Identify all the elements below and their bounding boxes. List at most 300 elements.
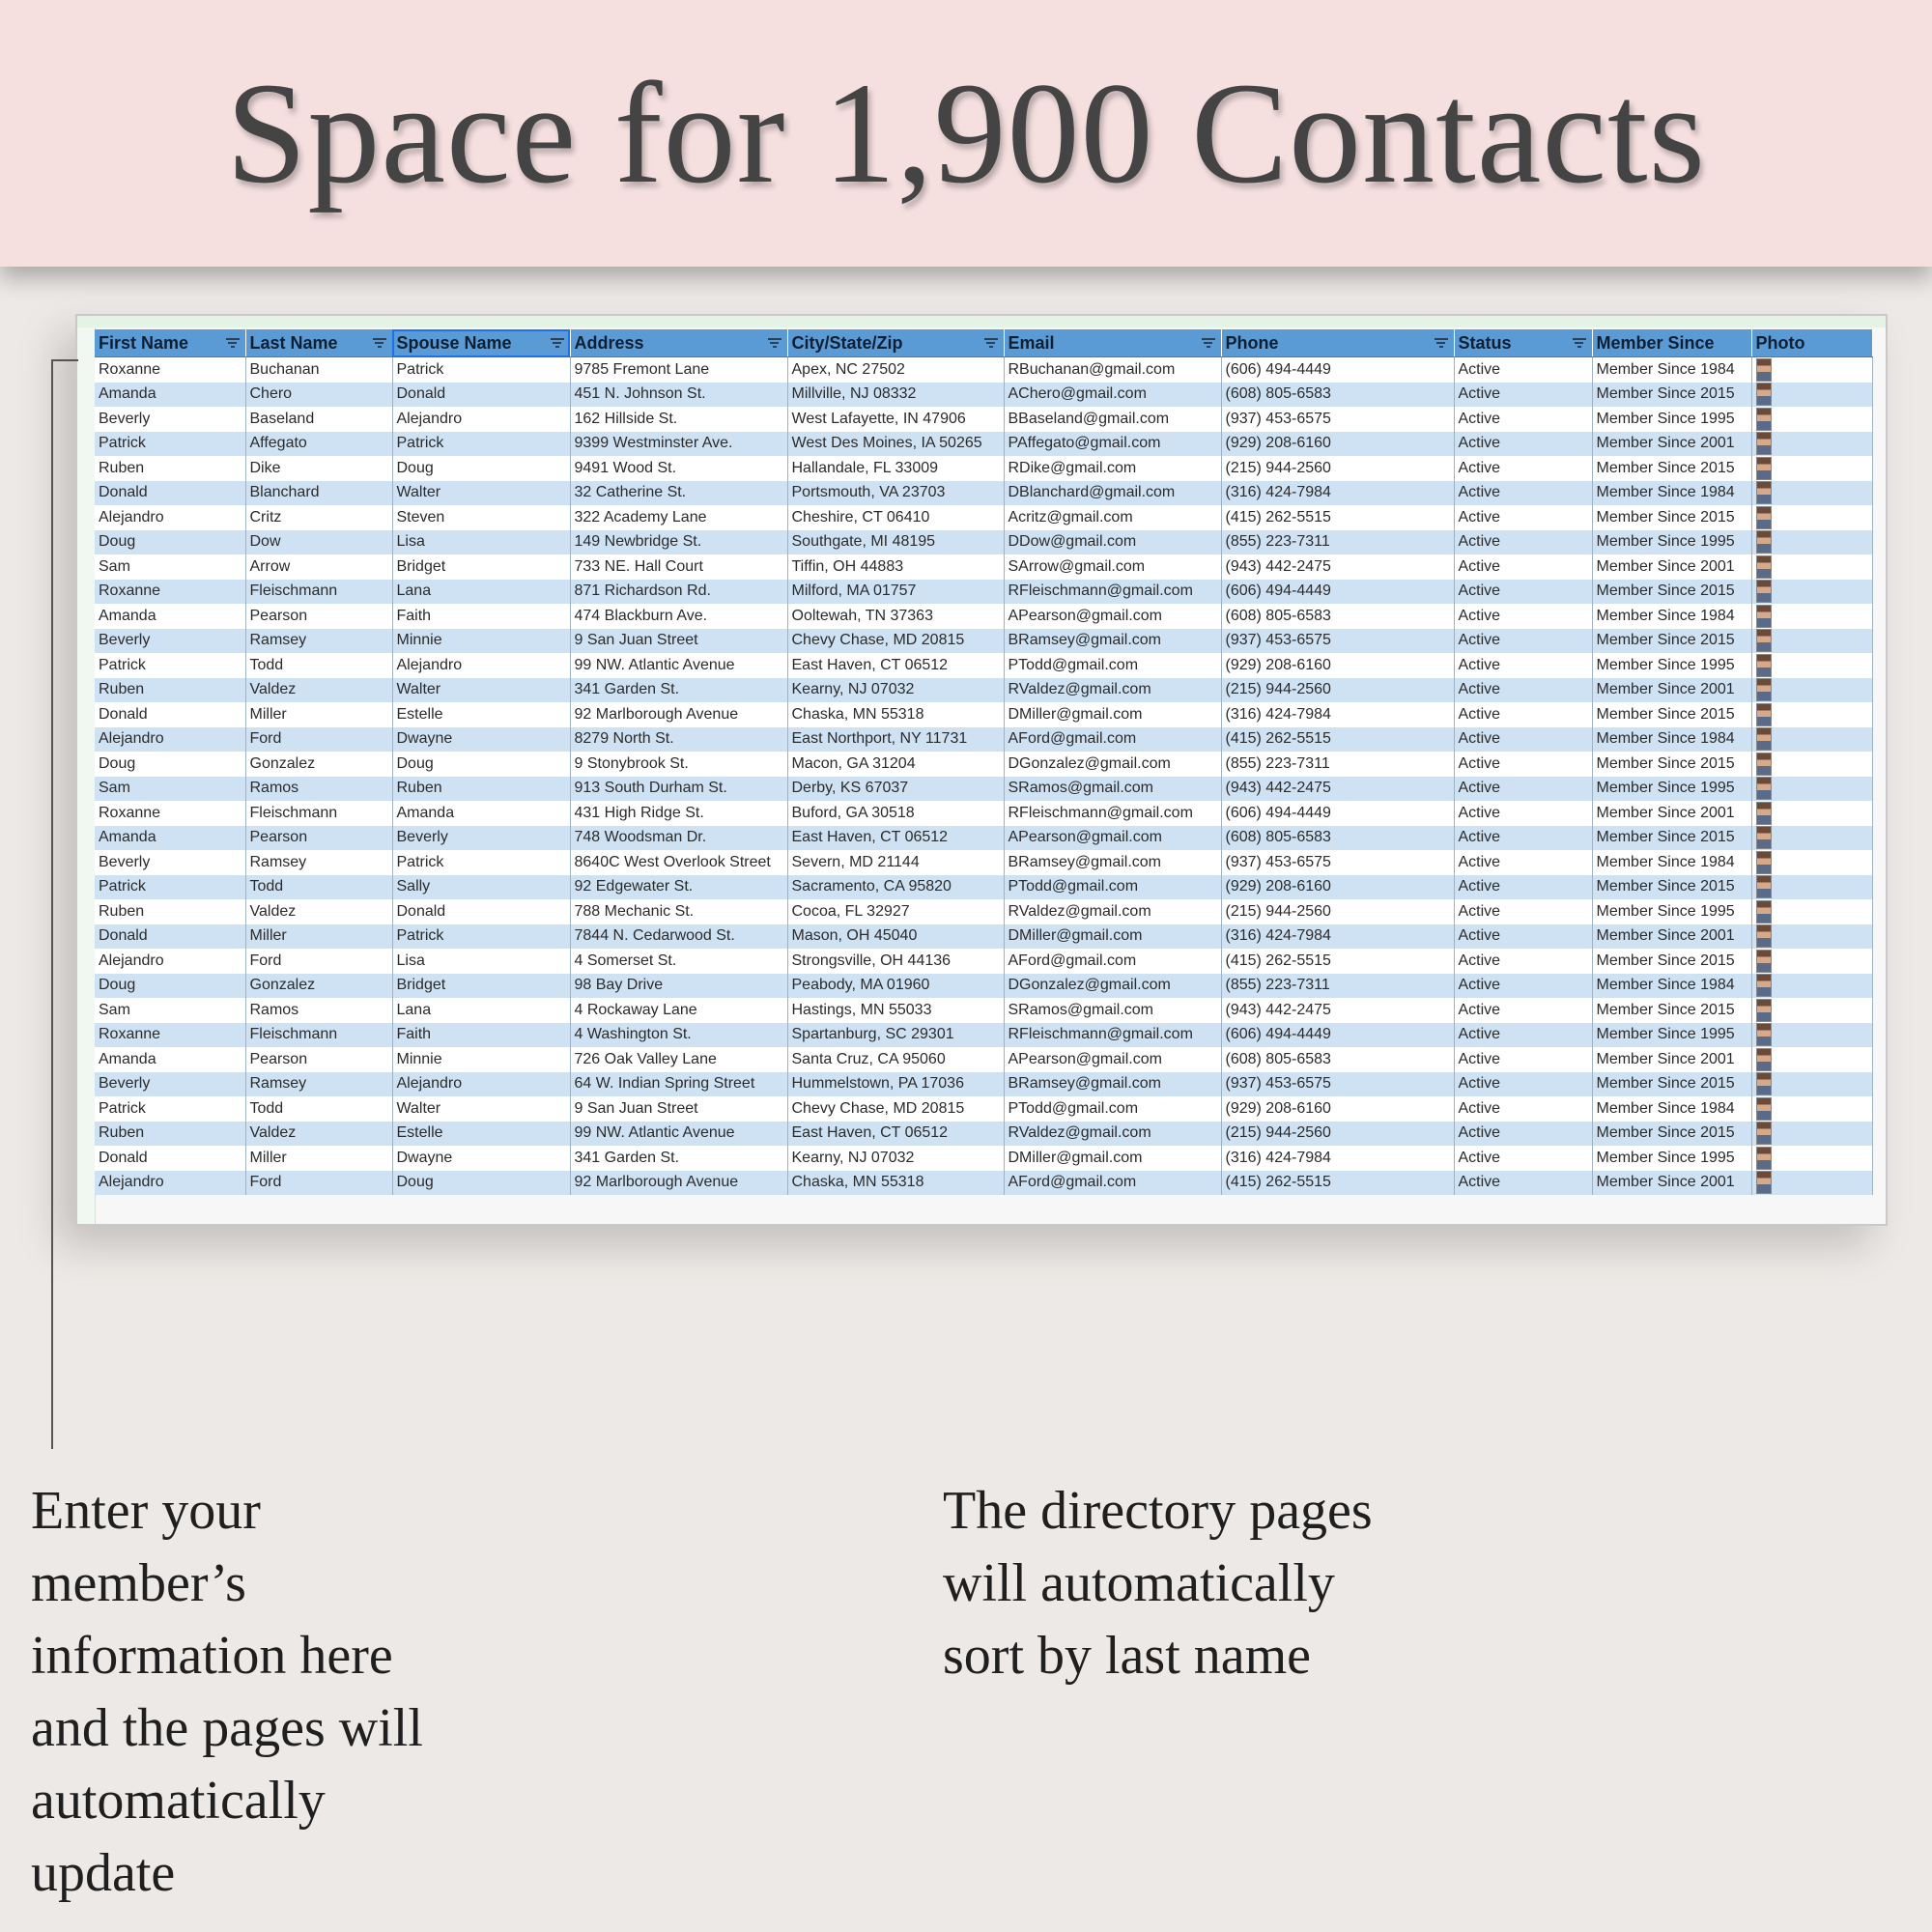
cell-first-name[interactable]: Patrick [95,875,245,900]
filter-icon[interactable] [226,338,240,348]
cell-last-name[interactable]: Pearson [245,826,392,851]
cell-photo[interactable] [1751,357,1872,383]
cell-member-since[interactable]: Member Since 1984 [1592,481,1751,506]
cell-status[interactable]: Active [1454,974,1592,999]
column-header-phone[interactable] [1221,329,1454,357]
cell-photo[interactable] [1751,407,1872,432]
cell-phone[interactable]: (316) 424-7984 [1221,481,1454,506]
cell-status[interactable]: Active [1454,678,1592,703]
cell-member-since[interactable]: Member Since 1984 [1592,727,1751,753]
cell-email[interactable]: SRamos@gmail.com [1004,998,1221,1023]
filter-icon[interactable] [1573,338,1586,348]
cell-city-state-zip[interactable]: Portsmouth, VA 23703 [787,481,1004,506]
cell-member-since[interactable]: Member Since 1995 [1592,1146,1751,1171]
cell-member-since[interactable]: Member Since 2015 [1592,875,1751,900]
cell-member-since[interactable]: Member Since 2015 [1592,456,1751,481]
cell-email[interactable]: RFleischmann@gmail.com [1004,1023,1221,1048]
cell-first-name[interactable]: Roxanne [95,1023,245,1048]
cell-last-name[interactable]: Miller [245,1146,392,1171]
cell-first-name[interactable]: Patrick [95,1096,245,1122]
cell-phone[interactable]: (943) 442-2475 [1221,777,1454,802]
cell-city-state-zip[interactable]: West Lafayette, IN 47906 [787,407,1004,432]
cell-phone[interactable]: (316) 424-7984 [1221,924,1454,950]
cell-address[interactable]: 431 High Ridge St. [570,801,787,826]
cell-first-name[interactable]: Amanda [95,383,245,408]
cell-spouse-name[interactable]: Alejandro [392,407,570,432]
cell-city-state-zip[interactable]: West Des Moines, IA 50265 [787,432,1004,457]
cell-status[interactable]: Active [1454,702,1592,727]
cell-spouse-name[interactable]: Lana [392,580,570,605]
cell-city-state-zip[interactable]: Kearny, NJ 07032 [787,1146,1004,1171]
cell-last-name[interactable]: Ramsey [245,850,392,875]
cell-city-state-zip[interactable]: East Haven, CT 06512 [787,653,1004,678]
cell-status[interactable]: Active [1454,777,1592,802]
cell-phone[interactable]: (855) 223-7311 [1221,752,1454,777]
cell-member-since[interactable]: Member Since 2015 [1592,1072,1751,1097]
cell-member-since[interactable]: Member Since 1984 [1592,974,1751,999]
cell-status[interactable]: Active [1454,554,1592,580]
cell-member-since[interactable]: Member Since 2015 [1592,629,1751,654]
cell-email[interactable]: AFord@gmail.com [1004,727,1221,753]
cell-member-since[interactable]: Member Since 2015 [1592,383,1751,408]
cell-member-since[interactable]: Member Since 2015 [1592,752,1751,777]
cell-status[interactable]: Active [1454,752,1592,777]
cell-first-name[interactable]: Alejandro [95,727,245,753]
cell-city-state-zip[interactable]: Buford, GA 30518 [787,801,1004,826]
cell-first-name[interactable]: Amanda [95,604,245,629]
cell-email[interactable]: DGonzalez@gmail.com [1004,974,1221,999]
cell-status[interactable]: Active [1454,653,1592,678]
cell-spouse-name[interactable]: Lana [392,998,570,1023]
cell-phone[interactable]: (855) 223-7311 [1221,974,1454,999]
cell-email[interactable]: PTodd@gmail.com [1004,875,1221,900]
cell-spouse-name[interactable]: Estelle [392,1122,570,1147]
cell-last-name[interactable]: Valdez [245,899,392,924]
cell-address[interactable]: 451 N. Johnson St. [570,383,787,408]
cell-email[interactable]: DBlanchard@gmail.com [1004,481,1221,506]
cell-last-name[interactable]: Critz [245,505,392,530]
cell-first-name[interactable]: Ruben [95,1122,245,1147]
cell-spouse-name[interactable]: Bridget [392,974,570,999]
cell-status[interactable]: Active [1454,1023,1592,1048]
cell-address[interactable]: 92 Marlborough Avenue [570,1171,787,1196]
cell-spouse-name[interactable]: Faith [392,1023,570,1048]
cell-spouse-name[interactable]: Minnie [392,1047,570,1072]
cell-phone[interactable]: (937) 453-6575 [1221,407,1454,432]
cell-last-name[interactable]: Todd [245,653,392,678]
cell-photo[interactable] [1751,1146,1872,1171]
cell-address[interactable]: 9399 Westminster Ave. [570,432,787,457]
cell-spouse-name[interactable]: Bridget [392,554,570,580]
cell-email[interactable]: PAffegato@gmail.com [1004,432,1221,457]
cell-phone[interactable]: (937) 453-6575 [1221,1072,1454,1097]
cell-first-name[interactable]: Beverly [95,850,245,875]
cell-city-state-zip[interactable]: Cheshire, CT 06410 [787,505,1004,530]
cell-photo[interactable] [1751,383,1872,408]
cell-phone[interactable]: (608) 805-6583 [1221,604,1454,629]
cell-city-state-zip[interactable]: Santa Cruz, CA 95060 [787,1047,1004,1072]
cell-member-since[interactable]: Member Since 1995 [1592,1023,1751,1048]
cell-email[interactable]: DMiller@gmail.com [1004,924,1221,950]
cell-spouse-name[interactable]: Patrick [392,357,570,383]
cell-last-name[interactable]: Dow [245,530,392,555]
cell-spouse-name[interactable]: Patrick [392,432,570,457]
cell-city-state-zip[interactable]: Hastings, MN 55033 [787,998,1004,1023]
cell-photo[interactable] [1751,481,1872,506]
cell-photo[interactable] [1751,1072,1872,1097]
filter-icon[interactable] [551,338,564,348]
cell-spouse-name[interactable]: Walter [392,481,570,506]
cell-phone[interactable]: (215) 944-2560 [1221,456,1454,481]
cell-first-name[interactable]: Ruben [95,456,245,481]
cell-status[interactable]: Active [1454,899,1592,924]
cell-city-state-zip[interactable]: Hallandale, FL 33009 [787,456,1004,481]
cell-address[interactable]: 92 Marlborough Avenue [570,702,787,727]
cell-member-since[interactable]: Member Since 2015 [1592,949,1751,974]
cell-city-state-zip[interactable]: Millville, NJ 08332 [787,383,1004,408]
cell-phone[interactable]: (943) 442-2475 [1221,998,1454,1023]
cell-spouse-name[interactable]: Dwayne [392,727,570,753]
cell-email[interactable]: SRamos@gmail.com [1004,777,1221,802]
cell-member-since[interactable]: Member Since 2015 [1592,580,1751,605]
cell-address[interactable]: 4 Rockaway Lane [570,998,787,1023]
cell-last-name[interactable]: Valdez [245,678,392,703]
cell-status[interactable]: Active [1454,432,1592,457]
cell-city-state-zip[interactable]: Severn, MD 21144 [787,850,1004,875]
cell-spouse-name[interactable]: Walter [392,678,570,703]
cell-status[interactable]: Active [1454,1171,1592,1196]
cell-last-name[interactable]: Ford [245,727,392,753]
cell-phone[interactable]: (215) 944-2560 [1221,1122,1454,1147]
cell-spouse-name[interactable]: Beverly [392,826,570,851]
cell-first-name[interactable]: Amanda [95,1047,245,1072]
cell-address[interactable]: 733 NE. Hall Court [570,554,787,580]
cell-email[interactable]: PTodd@gmail.com [1004,1096,1221,1122]
cell-phone[interactable]: (415) 262-5515 [1221,1171,1454,1196]
cell-last-name[interactable]: Valdez [245,1122,392,1147]
filter-icon[interactable] [1202,338,1215,348]
cell-email[interactable]: RFleischmann@gmail.com [1004,801,1221,826]
cell-member-since[interactable]: Member Since 1984 [1592,357,1751,383]
cell-address[interactable]: 99 NW. Atlantic Avenue [570,653,787,678]
cell-spouse-name[interactable]: Dwayne [392,1146,570,1171]
cell-address[interactable]: 99 NW. Atlantic Avenue [570,1122,787,1147]
cell-spouse-name[interactable]: Minnie [392,629,570,654]
cell-email[interactable]: AFord@gmail.com [1004,949,1221,974]
cell-city-state-zip[interactable]: East Haven, CT 06512 [787,826,1004,851]
cell-last-name[interactable]: Miller [245,702,392,727]
cell-address[interactable]: 341 Garden St. [570,678,787,703]
cell-status[interactable]: Active [1454,505,1592,530]
cell-email[interactable]: AChero@gmail.com [1004,383,1221,408]
cell-spouse-name[interactable]: Amanda [392,801,570,826]
cell-spouse-name[interactable]: Sally [392,875,570,900]
cell-member-since[interactable]: Member Since 2001 [1592,1047,1751,1072]
cell-status[interactable]: Active [1454,924,1592,950]
cell-photo[interactable] [1751,629,1872,654]
cell-email[interactable]: AFord@gmail.com [1004,1171,1221,1196]
cell-member-since[interactable]: Member Since 2001 [1592,678,1751,703]
cell-status[interactable]: Active [1454,629,1592,654]
cell-last-name[interactable]: Ford [245,949,392,974]
cell-address[interactable]: 7844 N. Cedarwood St. [570,924,787,950]
cell-status[interactable]: Active [1454,357,1592,383]
cell-phone[interactable]: (316) 424-7984 [1221,1146,1454,1171]
cell-address[interactable]: 9 San Juan Street [570,1096,787,1122]
cell-last-name[interactable]: Baseland [245,407,392,432]
cell-first-name[interactable]: Amanda [95,826,245,851]
column-header-city-state-zip[interactable] [787,329,1004,357]
cell-member-since[interactable]: Member Since 2001 [1592,924,1751,950]
cell-first-name[interactable]: Sam [95,777,245,802]
cell-member-since[interactable]: Member Since 2015 [1592,998,1751,1023]
cell-status[interactable]: Active [1454,826,1592,851]
cell-first-name[interactable]: Beverly [95,629,245,654]
cell-last-name[interactable]: Ramsey [245,1072,392,1097]
cell-last-name[interactable]: Blanchard [245,481,392,506]
cell-member-since[interactable]: Member Since 1995 [1592,530,1751,555]
column-header-status[interactable] [1454,329,1592,357]
cell-phone[interactable]: (943) 442-2475 [1221,554,1454,580]
cell-city-state-zip[interactable]: Sacramento, CA 95820 [787,875,1004,900]
cell-member-since[interactable]: Member Since 1984 [1592,604,1751,629]
cell-first-name[interactable]: Doug [95,974,245,999]
cell-photo[interactable] [1751,653,1872,678]
cell-photo[interactable] [1751,456,1872,481]
cell-member-since[interactable]: Member Since 1995 [1592,407,1751,432]
cell-last-name[interactable]: Ramos [245,998,392,1023]
cell-spouse-name[interactable]: Lisa [392,949,570,974]
cell-photo[interactable] [1751,899,1872,924]
cell-email[interactable]: RValdez@gmail.com [1004,899,1221,924]
cell-email[interactable]: PTodd@gmail.com [1004,653,1221,678]
cell-phone[interactable]: (929) 208-6160 [1221,875,1454,900]
cell-city-state-zip[interactable]: East Haven, CT 06512 [787,1122,1004,1147]
cell-spouse-name[interactable]: Estelle [392,702,570,727]
cell-status[interactable]: Active [1454,481,1592,506]
cell-spouse-name[interactable]: Lisa [392,530,570,555]
cell-address[interactable]: 341 Garden St. [570,1146,787,1171]
cell-member-since[interactable]: Member Since 2015 [1592,702,1751,727]
cell-address[interactable]: 4 Somerset St. [570,949,787,974]
column-header-first-name[interactable] [95,329,245,357]
cell-spouse-name[interactable]: Donald [392,899,570,924]
cell-last-name[interactable]: Todd [245,1096,392,1122]
filter-icon[interactable] [984,338,998,348]
cell-photo[interactable] [1751,554,1872,580]
cell-status[interactable]: Active [1454,604,1592,629]
cell-email[interactable]: DDow@gmail.com [1004,530,1221,555]
cell-photo[interactable] [1751,580,1872,605]
cell-status[interactable]: Active [1454,407,1592,432]
cell-last-name[interactable]: Fleischmann [245,1023,392,1048]
cell-phone[interactable]: (415) 262-5515 [1221,505,1454,530]
cell-photo[interactable] [1751,1122,1872,1147]
cell-address[interactable]: 913 South Durham St. [570,777,787,802]
cell-photo[interactable] [1751,826,1872,851]
cell-city-state-zip[interactable]: Hummelstown, PA 17036 [787,1072,1004,1097]
cell-phone[interactable]: (608) 805-6583 [1221,383,1454,408]
cell-photo[interactable] [1751,801,1872,826]
cell-spouse-name[interactable]: Donald [392,383,570,408]
cell-photo[interactable] [1751,1047,1872,1072]
cell-photo[interactable] [1751,974,1872,999]
cell-email[interactable]: RFleischmann@gmail.com [1004,580,1221,605]
cell-first-name[interactable]: Beverly [95,1072,245,1097]
cell-email[interactable]: DMiller@gmail.com [1004,702,1221,727]
cell-member-since[interactable]: Member Since 1995 [1592,899,1751,924]
cell-last-name[interactable]: Todd [245,875,392,900]
cell-first-name[interactable]: Sam [95,554,245,580]
cell-member-since[interactable]: Member Since 1995 [1592,653,1751,678]
cell-phone[interactable]: (215) 944-2560 [1221,678,1454,703]
cell-spouse-name[interactable]: Doug [392,752,570,777]
cell-address[interactable]: 788 Mechanic St. [570,899,787,924]
cell-first-name[interactable]: Donald [95,1146,245,1171]
cell-spouse-name[interactable]: Doug [392,456,570,481]
cell-last-name[interactable]: Dike [245,456,392,481]
cell-address[interactable]: 474 Blackburn Ave. [570,604,787,629]
cell-photo[interactable] [1751,924,1872,950]
cell-first-name[interactable]: Donald [95,924,245,950]
cell-photo[interactable] [1751,530,1872,555]
cell-address[interactable]: 871 Richardson Rd. [570,580,787,605]
cell-last-name[interactable]: Fleischmann [245,801,392,826]
cell-status[interactable]: Active [1454,580,1592,605]
cell-first-name[interactable]: Patrick [95,432,245,457]
cell-status[interactable]: Active [1454,998,1592,1023]
cell-email[interactable]: SArrow@gmail.com [1004,554,1221,580]
cell-address[interactable]: 4 Washington St. [570,1023,787,1048]
cell-city-state-zip[interactable]: Mason, OH 45040 [787,924,1004,950]
cell-last-name[interactable]: Gonzalez [245,974,392,999]
cell-first-name[interactable]: Roxanne [95,357,245,383]
cell-spouse-name[interactable]: Ruben [392,777,570,802]
cell-phone[interactable]: (937) 453-6575 [1221,629,1454,654]
cell-phone[interactable]: (606) 494-4449 [1221,580,1454,605]
cell-phone[interactable]: (415) 262-5515 [1221,949,1454,974]
cell-address[interactable]: 8640C West Overlook Street [570,850,787,875]
cell-photo[interactable] [1751,752,1872,777]
cell-member-since[interactable]: Member Since 1984 [1592,1096,1751,1122]
cell-member-since[interactable]: Member Since 2015 [1592,505,1751,530]
cell-spouse-name[interactable]: Alejandro [392,653,570,678]
cell-city-state-zip[interactable]: Tiffin, OH 44883 [787,554,1004,580]
cell-photo[interactable] [1751,432,1872,457]
cell-status[interactable]: Active [1454,1096,1592,1122]
cell-address[interactable]: 9785 Fremont Lane [570,357,787,383]
cell-first-name[interactable]: Roxanne [95,801,245,826]
cell-photo[interactable] [1751,1171,1872,1196]
cell-last-name[interactable]: Arrow [245,554,392,580]
cell-address[interactable]: 98 Bay Drive [570,974,787,999]
cell-spouse-name[interactable]: Patrick [392,850,570,875]
cell-status[interactable]: Active [1454,850,1592,875]
cell-first-name[interactable]: Donald [95,481,245,506]
cell-first-name[interactable]: Alejandro [95,505,245,530]
cell-address[interactable]: 149 Newbridge St. [570,530,787,555]
cell-last-name[interactable]: Miller [245,924,392,950]
cell-phone[interactable]: (606) 494-4449 [1221,357,1454,383]
cell-phone[interactable]: (929) 208-6160 [1221,432,1454,457]
cell-email[interactable]: Acritz@gmail.com [1004,505,1221,530]
cell-member-since[interactable]: Member Since 2001 [1592,432,1751,457]
cell-city-state-zip[interactable]: Ooltewah, TN 37363 [787,604,1004,629]
cell-phone[interactable]: (855) 223-7311 [1221,530,1454,555]
column-header-email[interactable] [1004,329,1221,357]
cell-status[interactable]: Active [1454,456,1592,481]
cell-last-name[interactable]: Buchanan [245,357,392,383]
cell-photo[interactable] [1751,998,1872,1023]
cell-address[interactable]: 64 W. Indian Spring Street [570,1072,787,1097]
cell-email[interactable]: DGonzalez@gmail.com [1004,752,1221,777]
cell-phone[interactable]: (215) 944-2560 [1221,899,1454,924]
filter-icon[interactable] [373,338,386,348]
cell-photo[interactable] [1751,678,1872,703]
cell-spouse-name[interactable]: Steven [392,505,570,530]
column-header-address[interactable] [570,329,787,357]
cell-email[interactable]: RValdez@gmail.com [1004,678,1221,703]
cell-email[interactable]: BRamsey@gmail.com [1004,629,1221,654]
column-header-photo[interactable] [1751,329,1872,357]
cell-city-state-zip[interactable]: Chaska, MN 55318 [787,1171,1004,1196]
cell-last-name[interactable]: Chero [245,383,392,408]
cell-email[interactable]: BRamsey@gmail.com [1004,1072,1221,1097]
cell-city-state-zip[interactable]: Chevy Chase, MD 20815 [787,1096,1004,1122]
cell-last-name[interactable]: Fleischmann [245,580,392,605]
cell-spouse-name[interactable]: Walter [392,1096,570,1122]
cell-phone[interactable]: (929) 208-6160 [1221,653,1454,678]
cell-status[interactable]: Active [1454,949,1592,974]
cell-last-name[interactable]: Ford [245,1171,392,1196]
cell-photo[interactable] [1751,1096,1872,1122]
cell-member-since[interactable]: Member Since 2001 [1592,554,1751,580]
cell-photo[interactable] [1751,1023,1872,1048]
cell-address[interactable]: 162 Hillside St. [570,407,787,432]
cell-city-state-zip[interactable]: Kearny, NJ 07032 [787,678,1004,703]
cell-address[interactable]: 8279 North St. [570,727,787,753]
cell-city-state-zip[interactable]: East Northport, NY 11731 [787,727,1004,753]
cell-spouse-name[interactable]: Doug [392,1171,570,1196]
cell-photo[interactable] [1751,777,1872,802]
filter-icon[interactable] [1435,338,1448,348]
cell-member-since[interactable]: Member Since 2001 [1592,801,1751,826]
filter-icon[interactable] [768,338,781,348]
cell-photo[interactable] [1751,850,1872,875]
cell-city-state-zip[interactable]: Southgate, MI 48195 [787,530,1004,555]
cell-status[interactable]: Active [1454,530,1592,555]
cell-first-name[interactable]: Donald [95,702,245,727]
cell-member-since[interactable]: Member Since 2015 [1592,826,1751,851]
cell-spouse-name[interactable]: Faith [392,604,570,629]
cell-city-state-zip[interactable]: Strongsville, OH 44136 [787,949,1004,974]
cell-city-state-zip[interactable]: Derby, KS 67037 [787,777,1004,802]
cell-status[interactable]: Active [1454,1047,1592,1072]
cell-phone[interactable]: (608) 805-6583 [1221,826,1454,851]
cell-status[interactable]: Active [1454,1146,1592,1171]
cell-phone[interactable]: (929) 208-6160 [1221,1096,1454,1122]
cell-status[interactable]: Active [1454,875,1592,900]
cell-first-name[interactable]: Beverly [95,407,245,432]
cell-email[interactable]: DMiller@gmail.com [1004,1146,1221,1171]
cell-status[interactable]: Active [1454,727,1592,753]
cell-city-state-zip[interactable]: Cocoa, FL 32927 [787,899,1004,924]
column-header-member-since[interactable] [1592,329,1751,357]
cell-status[interactable]: Active [1454,1122,1592,1147]
cell-last-name[interactable]: Pearson [245,604,392,629]
cell-photo[interactable] [1751,604,1872,629]
cell-phone[interactable]: (606) 494-4449 [1221,1023,1454,1048]
